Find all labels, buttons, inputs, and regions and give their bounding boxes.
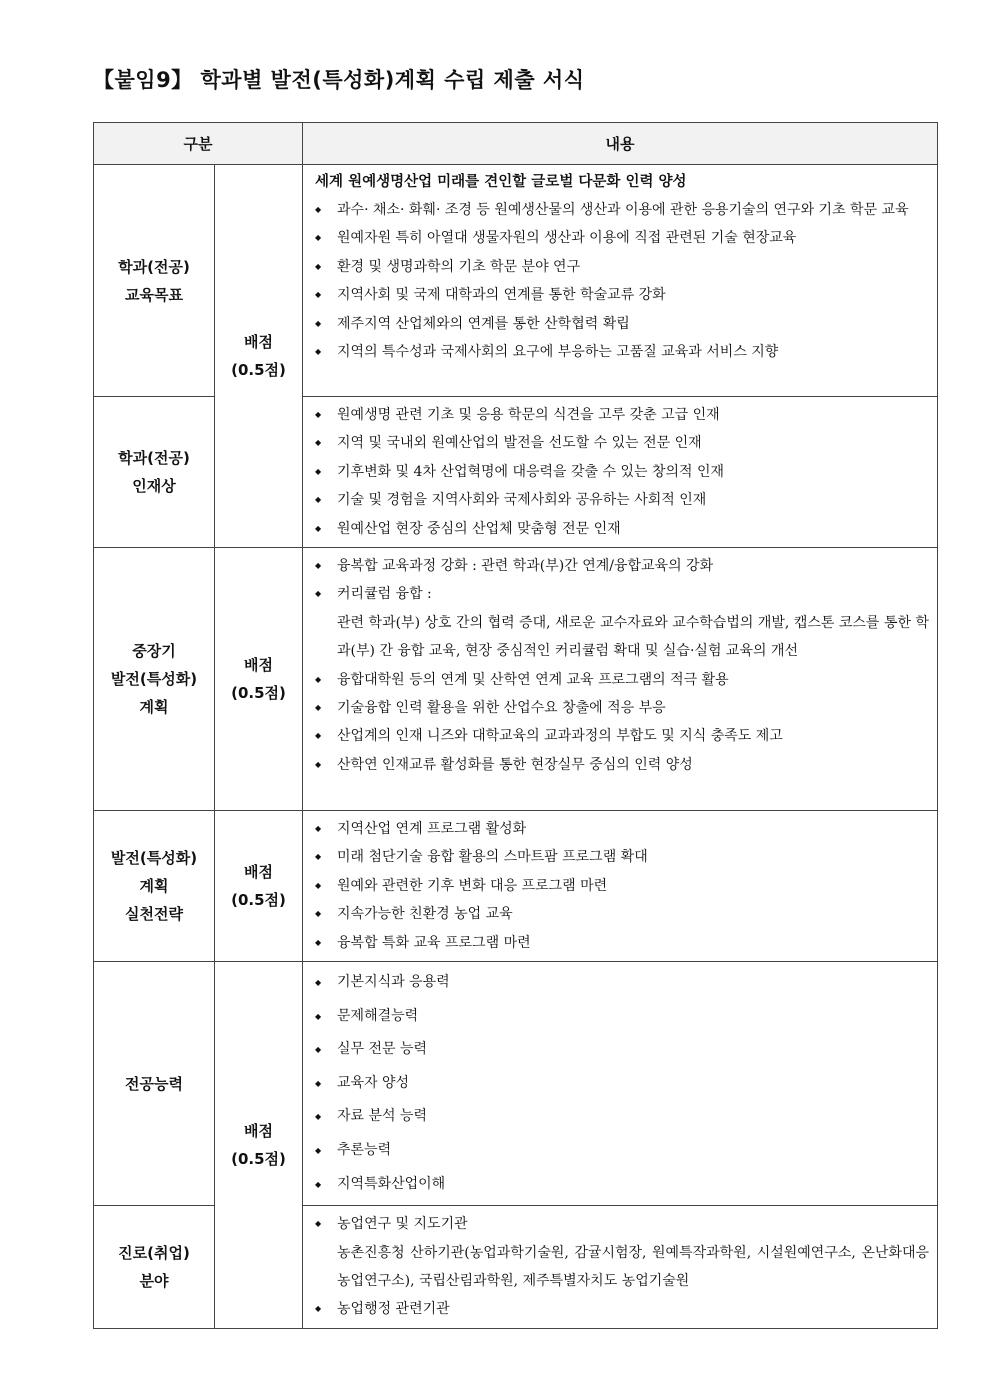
list-item: ◆ 지역의 특수성과 국제사회의 요구에 부응하는 고품질 교육과 서비스 지향	[315, 338, 929, 366]
list-item: ◆ 산학연 인재교류 활성화를 통한 현장실무 중심의 인력 양성	[315, 751, 929, 779]
score-label: 배점	[244, 656, 273, 675]
list-item: ◆ 원예자원 특히 아열대 생물자원의 생산과 이용에 직접 관련된 기술 현장교육	[315, 224, 929, 252]
list-item: ◆ 실무 전문 능력	[315, 1033, 929, 1067]
list-item: ◆ 기후변화 및 4차 산업혁명에 대응력을 갖출 수 있는 창의적 인재	[315, 458, 929, 486]
score-label: 배점	[244, 863, 273, 882]
category-line: 분야	[139, 1272, 169, 1291]
goal-heading: 세계 원예생명산업 미래를 견인할 글로벌 다문화 인력 양성	[315, 174, 687, 190]
header-content: 내용	[303, 123, 938, 165]
row-category	[94, 962, 215, 1206]
category-line: 발전(특성화)	[110, 670, 198, 689]
row-content	[303, 548, 938, 811]
header-category: 구분	[94, 123, 303, 165]
row-content	[303, 962, 938, 1206]
category-line: 진로(취업)	[118, 1244, 190, 1263]
category-line: 중장기	[132, 642, 176, 661]
row-content	[303, 811, 938, 962]
score-value: (0.5점)	[231, 1149, 286, 1168]
list-item: ◆ 융합대학원 등의 연계 및 산학연 연계 교육 프로그램의 적극 활용	[315, 666, 929, 694]
list-item: ◆ 커리큘럼 융합 :	[315, 580, 929, 608]
category-line: 학과(전공)	[118, 257, 190, 276]
list-item: ◆ 추론능력	[315, 1134, 929, 1168]
score-label: 배점	[244, 333, 273, 352]
list-item-detail: 농촌진흥청 산하기관(농업과학기술원, 감귤시험장, 원예특작과학원, 시설원예연구소, 온난화대응농업연구소), 국립산림과학원, 제주특별자치도 농업기술원	[337, 1244, 929, 1290]
list-item: ◆ 농업연구 및 지도기관	[315, 1210, 929, 1238]
list-item: ◆ 지역산업 연계 프로그램 활성화	[315, 815, 929, 843]
table-row	[94, 811, 938, 962]
score-value: (0.5점)	[231, 684, 286, 703]
list-item: ◆ 자료 분석 능력	[315, 1100, 929, 1134]
list-item: ◆ 기본지식과 응용력	[315, 966, 929, 1000]
score-value: (0.5점)	[231, 361, 286, 380]
list-item: ◆ 지역사회 및 국제 대학과의 연계를 통한 학술교류 강화	[315, 281, 929, 309]
list-item: ◆ 기술융합 인력 활용을 위한 산업수요 창출에 적응 부응	[315, 694, 929, 722]
category-line: 학과(전공)	[118, 449, 190, 468]
list-item: ◆ 제주지역 산업체와의 연계를 통한 산학협력 확립	[315, 310, 929, 338]
list-item: ◆ 지역 및 국내외 원예산업의 발전을 선도할 수 있는 전문 인재	[315, 429, 929, 457]
category-line: 인재상	[132, 477, 176, 496]
category-line: 전공능력	[125, 1074, 183, 1093]
row-content	[303, 397, 938, 548]
row-category	[94, 165, 215, 397]
list-item: ◆ 농업행정 관련기관	[315, 1295, 929, 1323]
list-item-detail: 관련 학과(부) 상호 간의 협력 증대, 새로운 교수자료와 교수학습법의 개발, 캡스톤 코스를 통한 학과(부) 간 융합 교육, 현장 중심적인 커리큘럼 확대 및 실습·실험 교육의 개선	[337, 614, 929, 660]
table-row	[94, 548, 938, 811]
score-cell	[215, 811, 303, 962]
table-header-row	[94, 123, 938, 165]
row-category	[94, 397, 215, 548]
list-item: ◆ 지속가능한 친환경 농업 교육	[315, 900, 929, 928]
list-item: ◆ 융복합 교육과정 강화 : 관련 학과(부)간 연계/융합교육의 강화	[315, 552, 929, 580]
score-label: 배점	[244, 1121, 273, 1140]
list-item: ◆ 원예생명 관련 기초 및 응용 학문의 식견을 고루 갖춘 고급 인재	[315, 401, 929, 429]
table-row	[94, 165, 938, 397]
list-item: ◆ 지역특화산업이해	[315, 1168, 929, 1202]
list-item: ◆ 교육자 양성	[315, 1067, 929, 1101]
row-category	[94, 548, 215, 811]
list-item: ◆ 기술 및 경험을 지역사회와 국제사회와 공유하는 사회적 인재	[315, 486, 929, 514]
list-item: ◆ 환경 및 생명과학의 기초 학문 분야 연구	[315, 253, 929, 281]
row-content	[303, 1206, 938, 1329]
list-item: ◆ 미래 첨단기술 융합 활용의 스마트팜 프로그램 확대	[315, 843, 929, 871]
score-cell	[215, 165, 303, 548]
list-item: ◆ 과수· 채소· 화훼· 조경 등 원예생산물의 생산과 이용에 관한 응용기술의 연구와 기초 학문 교육	[315, 196, 929, 224]
category-line: 교육목표	[125, 285, 183, 304]
table-row	[94, 962, 938, 1206]
score-value: (0.5점)	[231, 891, 286, 910]
row-category	[94, 1206, 215, 1329]
category-line: 발전(특성화)	[110, 849, 198, 868]
score-cell	[215, 548, 303, 811]
row-category	[94, 811, 215, 962]
plan-table	[93, 122, 938, 1329]
score-cell	[215, 962, 303, 1329]
category-line: 계획	[139, 698, 169, 717]
list-item: ◆ 원예산업 현장 중심의 산업체 맞춤형 전문 인재	[315, 515, 929, 543]
category-line: 실천전략	[125, 905, 183, 924]
document-title: 【붙임9】 학과별 발전(특성화)계획 수립 제출 서식	[93, 68, 585, 92]
list-item: ◆ 원예와 관련한 기후 변화 대응 프로그램 마련	[315, 872, 929, 900]
list-item: ◆ 산업계의 인재 니즈와 대학교육의 교과과정의 부합도 및 지식 충족도 제고	[315, 722, 929, 750]
list-item: ◆ 문제해결능력	[315, 1000, 929, 1034]
list-item: ◆ 융복합 특화 교육 프로그램 마련	[315, 929, 929, 957]
row-content	[303, 165, 938, 397]
category-line: 계획	[139, 877, 169, 896]
